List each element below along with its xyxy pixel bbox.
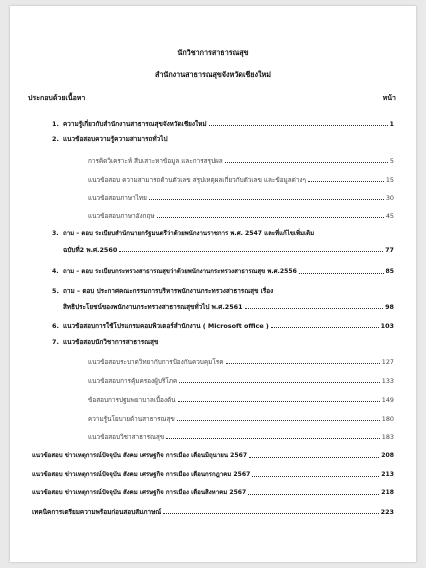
toc-entry-title: แนวข้อสอบ ข่าวเหตุการณ์ปัจจุบัน สังคม เศรษฐกิจ การเมือง เดือนสิงหาคม 2567 (32, 489, 247, 496)
document-subtitle: สำนักงานสาธารณสุขจังหวัดเชียงใหม่ (154, 70, 272, 79)
toc-entry-title: แนวข้อสอบการใช้โปรแกรมคอมพิวเตอร์สำนักงาน ( Microsoft office ) (63, 322, 269, 330)
dot-leader (248, 494, 379, 495)
dot-leader (149, 199, 384, 200)
toc-entry-title: แนวข้อสอบการคุ้มครองผู้บริโภค (88, 377, 178, 385)
toc-entry-title: แนวข้อสอบระบาดวิทยากับการป้องกันควบคุมโรค (88, 358, 224, 366)
dot-leader (308, 181, 384, 182)
toc-entry-number: 4. (52, 268, 59, 275)
dot-leader (271, 327, 379, 328)
toc-entry-page: 15 (385, 176, 394, 184)
toc-entry-title: แนวข้อสอบความรู้ความสามารถทั่วไป (63, 135, 168, 143)
dot-leader (252, 476, 379, 477)
toc-entry-page: 149 (381, 396, 394, 404)
toc-subentry[interactable] (88, 396, 394, 404)
toc-subentry[interactable] (88, 176, 394, 184)
document-title: นักวิชาการสาธารณสุข (177, 48, 249, 57)
toc-entry-page: 30 (385, 194, 394, 202)
toc-entry-title: แนวข้อสอบวิชาสาธารณสุข (88, 433, 165, 441)
toc-entry-title: แนวข้อสอบ ข่าวเหตุการณ์ปัจจุบัน สังคม เศรษฐกิจ การเมือง เดือนมิถุนายน 2567 (32, 452, 248, 459)
toc-entry-page: 103 (380, 322, 394, 330)
dot-leader (157, 217, 384, 218)
toc-entry-title: ความรู้เกี่ยวกับสำนักงานสาธารณสุขจังหวัดเชียงใหม่ (63, 120, 207, 128)
toc-entry[interactable] (32, 508, 394, 516)
toc-entry-page: 5 (389, 157, 394, 165)
toc-entry-page: 133 (381, 377, 394, 385)
toc-entry[interactable] (32, 471, 394, 479)
toc-entry-title: เทคนิคการเตรียมความพร้อมก่อนสอบสัมภาษณ์ (32, 508, 162, 516)
toc-entry[interactable] (52, 230, 394, 238)
toc-subentry[interactable] (88, 194, 394, 202)
dot-leader (119, 251, 383, 252)
dot-leader (249, 457, 379, 458)
toc-entry-title: แนวข้อสอบ ข่าวเหตุการณ์ปัจจุบัน สังคม เศรษฐกิจ การเมือง เดือนกรกฎาคม 2567 (32, 471, 251, 478)
toc-entry-title: ความรู้นโยบายด้านสาธารณสุข (88, 415, 175, 423)
toc-subentry[interactable] (88, 358, 394, 366)
toc-entry-title: ถาม – ตอบ ระเบียบกระทรวงสาธารณสุขว่าด้วยพนักงานกระทรวงสาธารณสุข พ.ศ.2556 (63, 268, 297, 275)
toc-entry-title: ถาม – ตอบ ประกาศคณะกรรมการบริหารพนักงานกระทรวงสาธารณสุข เรื่อง (63, 287, 274, 295)
toc-entry-title: การคิดวิเคราะห์ สืบเสาะหาข้อมูล และการสรุปผล (88, 157, 223, 165)
dot-leader (226, 363, 380, 364)
toc-entry-page: 218 (381, 489, 394, 496)
toc-entry-page: 77 (385, 246, 394, 254)
toc-entry[interactable] (52, 268, 394, 276)
dot-leader (209, 125, 388, 126)
toc-entry-title: ฉบับที่2 พ.ศ.2560 (63, 246, 118, 254)
toc-entry-title: แนวข้อสอบนักวิชาการสาธารณสุข (63, 338, 159, 346)
toc-entry-number: 3. (52, 230, 59, 237)
toc-entry[interactable] (52, 322, 394, 330)
toc-entry-number: 2. (52, 135, 59, 143)
toc-entry-number: 5. (52, 287, 59, 295)
dot-leader (225, 162, 388, 163)
toc-entry-title: แนวข้อสอบภาษาไทย (88, 194, 147, 202)
dot-leader (179, 382, 380, 383)
toc-entry[interactable] (52, 338, 394, 346)
toc-entry[interactable] (32, 452, 394, 460)
toc-entry-page: 213 (381, 471, 394, 478)
document-page (10, 6, 416, 562)
toc-subentry[interactable] (88, 212, 394, 220)
page-column-heading: หน้า (382, 94, 396, 102)
toc-subentry[interactable] (88, 433, 394, 441)
toc-entry-page: 45 (385, 212, 394, 220)
toc-entry-continuation[interactable] (63, 303, 394, 311)
dot-leader (299, 273, 384, 274)
toc-entry-title: แนวข้อสอบภาษาอังกฤษ (88, 212, 155, 220)
dot-leader (163, 513, 378, 514)
dot-leader (177, 420, 380, 421)
contents-heading: ประกอบด้วยเนื้อหา (28, 94, 86, 102)
toc-entry-number: 6. (52, 322, 59, 330)
toc-entry-title: ถาม – ตอบ ระเบียบสำนักนายกรัฐมนตรีว่าด้วยพนักงานราชการ พ.ศ. 2547 และที่แก้ไขเพิ่มเติม (63, 230, 315, 237)
toc-entry-page: 223 (380, 508, 394, 516)
dot-leader (178, 401, 380, 402)
toc-subentry[interactable] (88, 157, 394, 165)
toc-entry-page: 98 (385, 303, 394, 311)
toc-entry-page: 1 (389, 120, 394, 128)
toc-entry-page: 127 (381, 358, 394, 366)
toc-subentry[interactable] (88, 377, 394, 385)
toc-entry-continuation[interactable] (63, 246, 394, 254)
toc-entry-number: 7. (52, 338, 59, 346)
toc-entry-title: สิทธิประโยชน์ของพนักงานกระทรวงสาธารณสุขทั่วไป พ.ศ.2561 (63, 303, 243, 311)
toc-entry[interactable] (52, 135, 394, 143)
toc-entry[interactable] (32, 489, 394, 497)
toc-entry[interactable] (52, 287, 394, 295)
toc-entry-number: 1. (52, 120, 59, 128)
toc-entry-page: 183 (381, 433, 394, 441)
toc-entry-page: 208 (381, 452, 394, 459)
toc-entry-page: 85 (385, 268, 394, 275)
dot-leader (166, 438, 380, 439)
dot-leader (245, 308, 384, 309)
toc-subentry[interactable] (88, 415, 394, 423)
toc-entry-title: ข้อสอบการปฐมพยาบาลเบื้องต้น (88, 396, 176, 404)
toc-entry[interactable] (52, 120, 394, 128)
toc-entry-title: แนวข้อสอบ ความสามารถด้านตัวเลข สรุปเหตุผลเกี่ยวกับตัวเลข และข้อมูลต่างๆ (88, 176, 306, 184)
toc-entry-page: 180 (381, 415, 394, 423)
